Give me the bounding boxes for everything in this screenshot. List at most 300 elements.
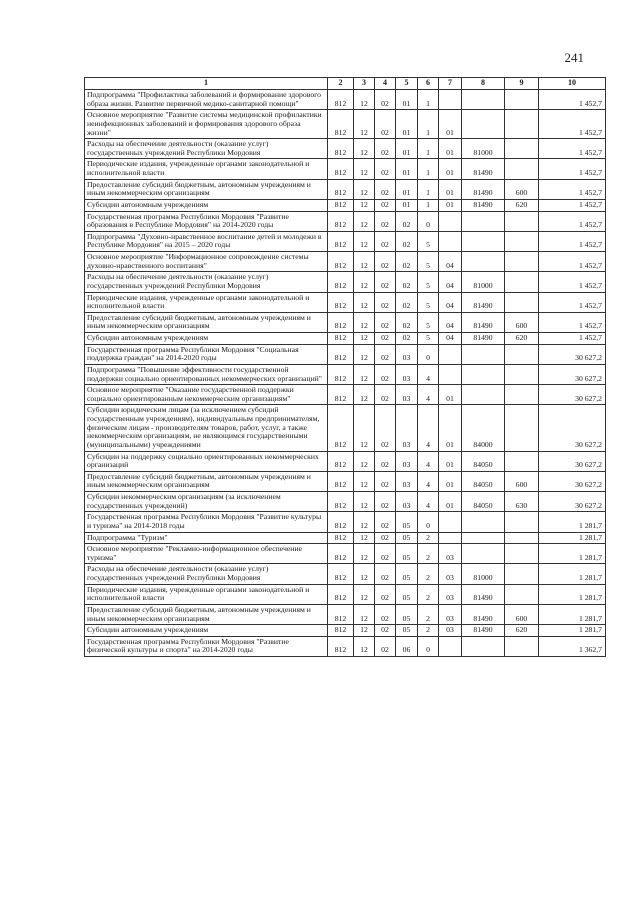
table-row bbox=[85, 90, 606, 110]
table-row bbox=[85, 604, 606, 624]
expense-name-cell: Государственная программа Республики Мордовия "Развитие физической культуры и спорта" на 2014-2020 годы bbox=[85, 636, 328, 656]
amount-cell: 1 452,7 bbox=[539, 272, 606, 292]
table-row bbox=[85, 333, 606, 345]
expense-type-code-cell bbox=[505, 231, 539, 251]
section-code-cell: 12 bbox=[354, 405, 375, 451]
expense-name-cell: Подпрограмма "Духовно-нравственное воспитание детей и молодежи в Республике Мордовия" на 2015 – 2020 годы bbox=[85, 231, 328, 251]
activity-code-cell: 01 bbox=[439, 159, 462, 179]
expense-name-cell: Субсидии автономным учреждениям bbox=[85, 333, 328, 345]
table-row bbox=[85, 211, 606, 231]
expense-name-cell: Подпрограмма "Повышение эффективности государственной поддержки социально ориентированных некоммерческих организаций" bbox=[85, 364, 328, 384]
expense-name-cell: Государственная программа Республики Мордовия "Социальная поддержка граждан" на 2014-2020 годы bbox=[85, 344, 328, 364]
amount-cell: 30 627,2 bbox=[539, 492, 606, 512]
section-code-cell: 12 bbox=[354, 199, 375, 211]
activity-code-cell: 03 bbox=[439, 584, 462, 604]
ministry-code-cell: 812 bbox=[328, 636, 354, 656]
subprogram-code-cell: 1 bbox=[418, 159, 439, 179]
expense-direction-code-cell: 81490 bbox=[462, 199, 505, 211]
program-code-cell: 05 bbox=[396, 564, 418, 584]
program-code-cell: 02 bbox=[396, 252, 418, 272]
amount-cell: 1 281,7 bbox=[539, 532, 606, 544]
program-code-cell: 01 bbox=[396, 110, 418, 139]
amount-cell: 1 452,7 bbox=[539, 179, 606, 199]
table-row bbox=[85, 584, 606, 604]
expense-name-cell: Подпрограмма "Туризм" bbox=[85, 532, 328, 544]
amount-cell: 1 452,7 bbox=[539, 211, 606, 231]
column-header: 3 bbox=[354, 78, 375, 90]
amount-cell: 1 452,7 bbox=[539, 333, 606, 345]
program-code-cell: 03 bbox=[396, 492, 418, 512]
table-row bbox=[85, 625, 606, 637]
subprogram-code-cell: 4 bbox=[418, 364, 439, 384]
expense-name-cell: Субсидии автономным учреждениям bbox=[85, 625, 328, 637]
subprogram-code-cell: 1 bbox=[418, 139, 439, 159]
expense-name-cell: Предоставление субсидий бюджетным, автономным учреждениям и иным некоммерческим организациям bbox=[85, 179, 328, 199]
amount-cell: 1 452,7 bbox=[539, 199, 606, 211]
subsection-code-cell: 02 bbox=[375, 544, 396, 564]
subsection-code-cell: 02 bbox=[375, 231, 396, 251]
expense-direction-code-cell: 81000 bbox=[462, 564, 505, 584]
subsection-code-cell: 02 bbox=[375, 405, 396, 451]
table-row bbox=[85, 471, 606, 491]
expense-name-cell: Основное мероприятие "Рекламно-информационное обеспечение туризма" bbox=[85, 544, 328, 564]
subprogram-code-cell: 1 bbox=[418, 110, 439, 139]
column-header: 4 bbox=[375, 78, 396, 90]
activity-code-cell: 04 bbox=[439, 312, 462, 332]
subprogram-code-cell: 2 bbox=[418, 584, 439, 604]
section-code-cell: 12 bbox=[354, 333, 375, 345]
section-code-cell: 12 bbox=[354, 451, 375, 471]
expense-type-code-cell bbox=[505, 139, 539, 159]
amount-cell: 1 452,7 bbox=[539, 312, 606, 332]
expense-name-cell: Подпрограмма "Профилактика заболеваний и формирование здорового образа жизни. Развитие первичной медико-санитарной помощи" bbox=[85, 90, 328, 110]
table-row bbox=[85, 405, 606, 451]
expense-name-cell: Субсидии некоммерческим организациям (за исключением государственных учреждений) bbox=[85, 492, 328, 512]
subprogram-code-cell: 0 bbox=[418, 512, 439, 532]
program-code-cell: 02 bbox=[396, 292, 418, 312]
subprogram-code-cell: 5 bbox=[418, 252, 439, 272]
expense-direction-code-cell bbox=[462, 211, 505, 231]
section-code-cell: 12 bbox=[354, 471, 375, 491]
expense-name-cell: Государственная программа Республики Мордовия "Развитие культуры и туризма" на 2014-2018 годы bbox=[85, 512, 328, 532]
ministry-code-cell: 812 bbox=[328, 179, 354, 199]
activity-code-cell bbox=[439, 231, 462, 251]
program-code-cell: 05 bbox=[396, 584, 418, 604]
subsection-code-cell: 02 bbox=[375, 625, 396, 637]
subprogram-code-cell: 0 bbox=[418, 211, 439, 231]
table-row bbox=[85, 110, 606, 139]
subsection-code-cell: 02 bbox=[375, 604, 396, 624]
program-code-cell: 03 bbox=[396, 364, 418, 384]
activity-code-cell bbox=[439, 532, 462, 544]
expense-type-code-cell bbox=[505, 159, 539, 179]
ministry-code-cell: 812 bbox=[328, 110, 354, 139]
expense-direction-code-cell bbox=[462, 544, 505, 564]
section-code-cell: 12 bbox=[354, 584, 375, 604]
expense-name-cell: Расходы на обеспечение деятельности (оказание услуг) государственных учреждений Республики Мордовия bbox=[85, 564, 328, 584]
expense-direction-code-cell: 81000 bbox=[462, 139, 505, 159]
subsection-code-cell: 02 bbox=[375, 451, 396, 471]
table-row bbox=[85, 312, 606, 332]
activity-code-cell: 04 bbox=[439, 252, 462, 272]
subsection-code-cell: 02 bbox=[375, 492, 396, 512]
ministry-code-cell: 812 bbox=[328, 364, 354, 384]
expense-direction-code-cell: 84050 bbox=[462, 471, 505, 491]
expense-type-code-cell bbox=[505, 512, 539, 532]
subsection-code-cell: 02 bbox=[375, 211, 396, 231]
section-code-cell: 12 bbox=[354, 364, 375, 384]
subsection-code-cell: 02 bbox=[375, 471, 396, 491]
expense-direction-code-cell: 81490 bbox=[462, 159, 505, 179]
ministry-code-cell: 812 bbox=[328, 625, 354, 637]
expense-type-code-cell bbox=[505, 272, 539, 292]
activity-code-cell bbox=[439, 636, 462, 656]
subsection-code-cell: 02 bbox=[375, 312, 396, 332]
expense-type-code-cell bbox=[505, 252, 539, 272]
activity-code-cell: 04 bbox=[439, 272, 462, 292]
column-header: 2 bbox=[328, 78, 354, 90]
expense-name-cell: Предоставление субсидий бюджетным, автономным учреждениям и иным некоммерческим организациям bbox=[85, 604, 328, 624]
table-row bbox=[85, 179, 606, 199]
table-row bbox=[85, 532, 606, 544]
subsection-code-cell: 02 bbox=[375, 90, 396, 110]
program-code-cell: 03 bbox=[396, 405, 418, 451]
subprogram-code-cell: 2 bbox=[418, 564, 439, 584]
section-code-cell: 12 bbox=[354, 512, 375, 532]
expense-type-code-cell bbox=[505, 292, 539, 312]
subprogram-code-cell: 1 bbox=[418, 199, 439, 211]
section-code-cell: 12 bbox=[354, 385, 375, 405]
section-code-cell: 12 bbox=[354, 139, 375, 159]
expense-type-code-cell bbox=[505, 90, 539, 110]
amount-cell: 1 452,7 bbox=[539, 231, 606, 251]
expense-name-cell: Основное мероприятие "Оказание государственной поддержки социально ориентированным некоммерческим организациям" bbox=[85, 385, 328, 405]
amount-cell: 1 452,7 bbox=[539, 139, 606, 159]
program-code-cell: 05 bbox=[396, 512, 418, 532]
subprogram-code-cell: 4 bbox=[418, 405, 439, 451]
expense-direction-code-cell bbox=[462, 364, 505, 384]
expense-direction-code-cell: 81490 bbox=[462, 179, 505, 199]
expense-direction-code-cell bbox=[462, 252, 505, 272]
expense-type-code-cell: 600 bbox=[505, 604, 539, 624]
subprogram-code-cell: 4 bbox=[418, 451, 439, 471]
expense-type-code-cell bbox=[505, 564, 539, 584]
section-code-cell: 12 bbox=[354, 604, 375, 624]
subsection-code-cell: 02 bbox=[375, 364, 396, 384]
section-code-cell: 12 bbox=[354, 492, 375, 512]
table-body bbox=[85, 90, 606, 657]
ministry-code-cell: 812 bbox=[328, 344, 354, 364]
activity-code-cell: 04 bbox=[439, 292, 462, 312]
expense-direction-code-cell: 81490 bbox=[462, 292, 505, 312]
expense-name-cell: Субсидии на поддержку социально ориентированных некоммерческих организаций bbox=[85, 451, 328, 471]
subprogram-code-cell: 2 bbox=[418, 544, 439, 564]
section-code-cell: 12 bbox=[354, 272, 375, 292]
subsection-code-cell: 02 bbox=[375, 564, 396, 584]
section-code-cell: 12 bbox=[354, 231, 375, 251]
activity-code-cell: 01 bbox=[439, 405, 462, 451]
amount-cell: 30 627,2 bbox=[539, 385, 606, 405]
expense-type-code-cell: 620 bbox=[505, 199, 539, 211]
section-code-cell: 12 bbox=[354, 90, 375, 110]
expense-type-code-cell: 600 bbox=[505, 312, 539, 332]
expense-name-cell: Расходы на обеспечение деятельности (оказание услуг) государственных учреждений Республики Мордовия bbox=[85, 139, 328, 159]
program-code-cell: 06 bbox=[396, 636, 418, 656]
expense-name-cell: Основное мероприятие "Информационное сопровождение системы духовно-нравственного воспитания" bbox=[85, 252, 328, 272]
subprogram-code-cell: 4 bbox=[418, 385, 439, 405]
expense-type-code-cell bbox=[505, 364, 539, 384]
program-code-cell: 03 bbox=[396, 344, 418, 364]
expense-type-code-cell bbox=[505, 405, 539, 451]
table-row bbox=[85, 512, 606, 532]
program-code-cell: 01 bbox=[396, 199, 418, 211]
section-code-cell: 12 bbox=[354, 159, 375, 179]
expense-type-code-cell: 620 bbox=[505, 625, 539, 637]
table-row bbox=[85, 636, 606, 656]
table-row bbox=[85, 385, 606, 405]
expense-name-cell: Периодические издания, учрежденные органами законодательной и исполнительной власти bbox=[85, 584, 328, 604]
activity-code-cell: 01 bbox=[439, 110, 462, 139]
subsection-code-cell: 02 bbox=[375, 512, 396, 532]
subsection-code-cell: 02 bbox=[375, 584, 396, 604]
amount-cell: 1 452,7 bbox=[539, 159, 606, 179]
subprogram-code-cell: 5 bbox=[418, 272, 439, 292]
expense-type-code-cell bbox=[505, 584, 539, 604]
amount-cell: 1 281,7 bbox=[539, 625, 606, 637]
column-header: 1 bbox=[85, 78, 328, 90]
section-code-cell: 12 bbox=[354, 344, 375, 364]
expense-direction-code-cell bbox=[462, 90, 505, 110]
subprogram-code-cell: 2 bbox=[418, 532, 439, 544]
ministry-code-cell: 812 bbox=[328, 512, 354, 532]
program-code-cell: 02 bbox=[396, 333, 418, 345]
subprogram-code-cell: 5 bbox=[418, 231, 439, 251]
activity-code-cell bbox=[439, 364, 462, 384]
column-header: 10 bbox=[539, 78, 606, 90]
column-header: 7 bbox=[439, 78, 462, 90]
program-code-cell: 03 bbox=[396, 385, 418, 405]
activity-code-cell: 01 bbox=[439, 471, 462, 491]
subprogram-code-cell: 1 bbox=[418, 179, 439, 199]
expense-name-cell: Периодические издания, учрежденные органами законодательной и исполнительной власти bbox=[85, 292, 328, 312]
expense-direction-code-cell: 81490 bbox=[462, 584, 505, 604]
ministry-code-cell: 812 bbox=[328, 292, 354, 312]
section-code-cell: 12 bbox=[354, 252, 375, 272]
expense-direction-code-cell: 81490 bbox=[462, 312, 505, 332]
table-row bbox=[85, 451, 606, 471]
expense-direction-code-cell bbox=[462, 512, 505, 532]
activity-code-cell bbox=[439, 90, 462, 110]
subprogram-code-cell: 0 bbox=[418, 636, 439, 656]
expense-type-code-cell bbox=[505, 636, 539, 656]
ministry-code-cell: 812 bbox=[328, 532, 354, 544]
budget-table bbox=[84, 77, 606, 657]
expense-name-cell: Основное мероприятие "Развитие системы медицинской профилактики неинфекционных заболеваний и формирования здорового образа жизни" bbox=[85, 110, 328, 139]
table-header-row bbox=[85, 78, 606, 90]
subprogram-code-cell: 4 bbox=[418, 492, 439, 512]
expense-type-code-cell: 620 bbox=[505, 333, 539, 345]
program-code-cell: 03 bbox=[396, 471, 418, 491]
subsection-code-cell: 02 bbox=[375, 333, 396, 345]
table-row bbox=[85, 252, 606, 272]
table-row bbox=[85, 231, 606, 251]
expense-type-code-cell bbox=[505, 544, 539, 564]
subprogram-code-cell: 5 bbox=[418, 333, 439, 345]
activity-code-cell: 04 bbox=[439, 333, 462, 345]
section-code-cell: 12 bbox=[354, 312, 375, 332]
subsection-code-cell: 02 bbox=[375, 199, 396, 211]
subsection-code-cell: 02 bbox=[375, 139, 396, 159]
subsection-code-cell: 02 bbox=[375, 179, 396, 199]
expense-type-code-cell: 600 bbox=[505, 179, 539, 199]
expense-name-cell: Государственная программа Республики Мордовия "Развитие образования в Республике Мордовия" на 2014-2020 годы bbox=[85, 211, 328, 231]
column-header: 5 bbox=[396, 78, 418, 90]
activity-code-cell: 01 bbox=[439, 179, 462, 199]
section-code-cell: 12 bbox=[354, 110, 375, 139]
ministry-code-cell: 812 bbox=[328, 139, 354, 159]
subsection-code-cell: 02 bbox=[375, 110, 396, 139]
subsection-code-cell: 02 bbox=[375, 344, 396, 364]
ministry-code-cell: 812 bbox=[328, 211, 354, 231]
section-code-cell: 12 bbox=[354, 636, 375, 656]
expense-direction-code-cell: 81000 bbox=[462, 272, 505, 292]
program-code-cell: 01 bbox=[396, 159, 418, 179]
column-header: 9 bbox=[505, 78, 539, 90]
program-code-cell: 05 bbox=[396, 604, 418, 624]
expense-name-cell: Предоставление субсидий бюджетным, автономным учреждениям и иным некоммерческим организациям bbox=[85, 471, 328, 491]
amount-cell: 30 627,2 bbox=[539, 405, 606, 451]
amount-cell: 1 281,7 bbox=[539, 544, 606, 564]
amount-cell: 1 281,7 bbox=[539, 512, 606, 532]
expense-direction-code-cell bbox=[462, 636, 505, 656]
column-header: 8 bbox=[462, 78, 505, 90]
expense-type-code-cell: 600 bbox=[505, 471, 539, 491]
table-row bbox=[85, 139, 606, 159]
table-row bbox=[85, 492, 606, 512]
program-code-cell: 05 bbox=[396, 532, 418, 544]
subprogram-code-cell: 4 bbox=[418, 471, 439, 491]
expense-type-code-cell bbox=[505, 211, 539, 231]
expense-type-code-cell bbox=[505, 344, 539, 364]
activity-code-cell: 01 bbox=[439, 385, 462, 405]
section-code-cell: 12 bbox=[354, 532, 375, 544]
section-code-cell: 12 bbox=[354, 564, 375, 584]
table-row bbox=[85, 564, 606, 584]
expense-type-code-cell bbox=[505, 532, 539, 544]
ministry-code-cell: 812 bbox=[328, 385, 354, 405]
amount-cell: 1 362,7 bbox=[539, 636, 606, 656]
section-code-cell: 12 bbox=[354, 292, 375, 312]
expense-type-code-cell bbox=[505, 451, 539, 471]
table-row bbox=[85, 272, 606, 292]
subsection-code-cell: 02 bbox=[375, 159, 396, 179]
section-code-cell: 12 bbox=[354, 625, 375, 637]
subprogram-code-cell: 5 bbox=[418, 312, 439, 332]
ministry-code-cell: 812 bbox=[328, 405, 354, 451]
table-row bbox=[85, 364, 606, 384]
expense-type-code-cell bbox=[505, 110, 539, 139]
activity-code-cell: 01 bbox=[439, 199, 462, 211]
ministry-code-cell: 812 bbox=[328, 492, 354, 512]
expense-direction-code-cell bbox=[462, 532, 505, 544]
subsection-code-cell: 02 bbox=[375, 252, 396, 272]
expense-direction-code-cell bbox=[462, 344, 505, 364]
program-code-cell: 05 bbox=[396, 625, 418, 637]
section-code-cell: 12 bbox=[354, 179, 375, 199]
amount-cell: 30 627,2 bbox=[539, 471, 606, 491]
expense-direction-code-cell bbox=[462, 385, 505, 405]
subsection-code-cell: 02 bbox=[375, 292, 396, 312]
column-header: 6 bbox=[418, 78, 439, 90]
subsection-code-cell: 02 bbox=[375, 272, 396, 292]
expense-name-cell: Периодические издания, учрежденные органами законодательной и исполнительной власти bbox=[85, 159, 328, 179]
amount-cell: 1 281,7 bbox=[539, 584, 606, 604]
activity-code-cell: 03 bbox=[439, 625, 462, 637]
subprogram-code-cell: 2 bbox=[418, 604, 439, 624]
program-code-cell: 01 bbox=[396, 179, 418, 199]
activity-code-cell bbox=[439, 344, 462, 364]
expense-type-code-cell bbox=[505, 385, 539, 405]
program-code-cell: 05 bbox=[396, 544, 418, 564]
ministry-code-cell: 812 bbox=[328, 90, 354, 110]
amount-cell: 30 627,2 bbox=[539, 364, 606, 384]
expense-name-cell: Расходы на обеспечение деятельности (оказание услуг) государственных учреждений Республики Мордовия bbox=[85, 272, 328, 292]
expense-direction-code-cell: 84000 bbox=[462, 405, 505, 451]
expense-direction-code-cell bbox=[462, 110, 505, 139]
program-code-cell: 02 bbox=[396, 272, 418, 292]
program-code-cell: 02 bbox=[396, 312, 418, 332]
amount-cell: 1 281,7 bbox=[539, 564, 606, 584]
ministry-code-cell: 812 bbox=[328, 333, 354, 345]
amount-cell: 1 452,7 bbox=[539, 252, 606, 272]
section-code-cell: 12 bbox=[354, 211, 375, 231]
expense-direction-code-cell: 81490 bbox=[462, 604, 505, 624]
expense-type-code-cell: 630 bbox=[505, 492, 539, 512]
expense-name-cell: Субсидии автономным учреждениям bbox=[85, 199, 328, 211]
activity-code-cell: 03 bbox=[439, 544, 462, 564]
subprogram-code-cell: 0 bbox=[418, 344, 439, 364]
subsection-code-cell: 02 bbox=[375, 385, 396, 405]
ministry-code-cell: 812 bbox=[328, 544, 354, 564]
program-code-cell: 01 bbox=[396, 139, 418, 159]
page-number: 241 bbox=[564, 50, 584, 65]
expense-direction-code-cell: 81490 bbox=[462, 333, 505, 345]
table-row bbox=[85, 199, 606, 211]
ministry-code-cell: 812 bbox=[328, 272, 354, 292]
ministry-code-cell: 812 bbox=[328, 252, 354, 272]
program-code-cell: 02 bbox=[396, 231, 418, 251]
ministry-code-cell: 812 bbox=[328, 471, 354, 491]
subprogram-code-cell: 2 bbox=[418, 625, 439, 637]
table-row bbox=[85, 344, 606, 364]
subsection-code-cell: 02 bbox=[375, 532, 396, 544]
ministry-code-cell: 812 bbox=[328, 564, 354, 584]
section-code-cell: 12 bbox=[354, 544, 375, 564]
table-row bbox=[85, 292, 606, 312]
amount-cell: 1 281,7 bbox=[539, 604, 606, 624]
activity-code-cell: 01 bbox=[439, 492, 462, 512]
amount-cell: 1 452,7 bbox=[539, 292, 606, 312]
ministry-code-cell: 812 bbox=[328, 604, 354, 624]
amount-cell: 30 627,2 bbox=[539, 344, 606, 364]
table-row bbox=[85, 544, 606, 564]
expense-direction-code-cell: 81490 bbox=[462, 625, 505, 637]
expense-direction-code-cell: 84050 bbox=[462, 451, 505, 471]
expense-direction-code-cell bbox=[462, 231, 505, 251]
activity-code-cell: 03 bbox=[439, 564, 462, 584]
program-code-cell: 03 bbox=[396, 451, 418, 471]
activity-code-cell bbox=[439, 211, 462, 231]
